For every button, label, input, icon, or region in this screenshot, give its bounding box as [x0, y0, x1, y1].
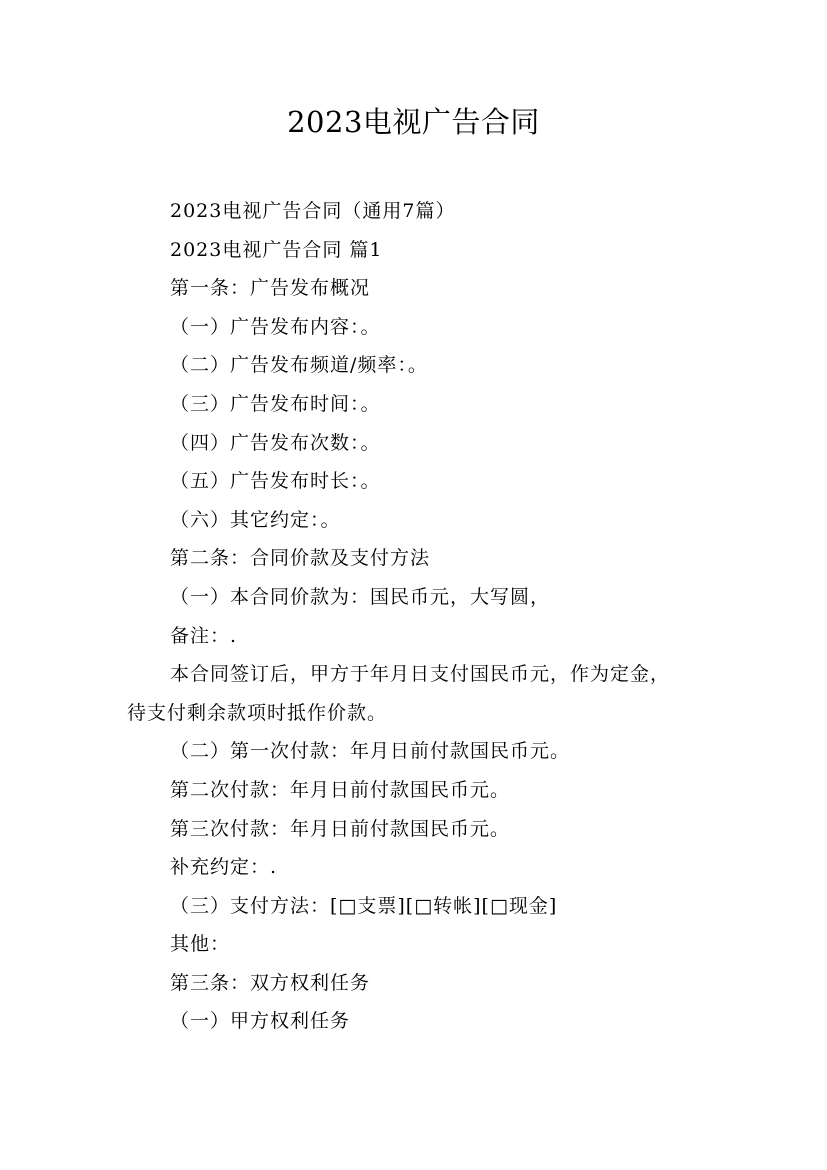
paragraph-line: （一）甲方权利任务: [170, 1010, 351, 1033]
paragraph-line: 第二条：合同价款及支付方法: [170, 547, 431, 570]
paragraph-line: （二）第一次付款：年月日前付款国民币元。: [170, 740, 571, 763]
paragraph-line: （四）广告发布次数：。: [170, 431, 381, 454]
paragraph-line: 其他：: [170, 933, 231, 956]
paragraph-line: 2023电视广告合同（通用7篇）: [170, 200, 456, 222]
paragraph-line: （一）广告发布内容：。: [170, 315, 381, 338]
paragraph-line: 第三次付款：年月日前付款国民币元。: [170, 817, 511, 840]
paragraph-line: 待支付剩余款项时抵作价款。: [127, 701, 388, 724]
paragraph-line: （三）支付方法：[□支票][□转帐][□现金]: [170, 894, 558, 917]
paragraph-line: （二）广告发布频道/频率：。: [170, 354, 428, 377]
document-body: [0, 192, 827, 1041]
paragraph-line: 第一条：广告发布概况: [170, 277, 371, 300]
paragraph-line: 2023电视广告合同 篇1: [170, 238, 383, 261]
document-title: 2023电视广告合同: [287, 105, 540, 139]
paragraph-line: （五）广告发布时长：。: [170, 470, 381, 493]
paragraph-line: 第三条：双方权利任务: [170, 971, 371, 994]
paragraph-line: 第二次付款：年月日前付款国民币元。: [170, 778, 511, 801]
paragraph-line: 备注：.: [170, 624, 238, 647]
paragraph-line: 本合同签订后，甲方于年月日支付国民币元，作为定金，: [170, 663, 671, 686]
paragraph-line: （一）本合同价款为：国民币元，大写圆，: [170, 585, 551, 608]
paragraph-line: （六）其它约定：。: [170, 508, 341, 531]
paragraph-line: 补充约定：.: [170, 856, 278, 879]
paragraph-line: （三）广告发布时间：。: [170, 392, 381, 415]
